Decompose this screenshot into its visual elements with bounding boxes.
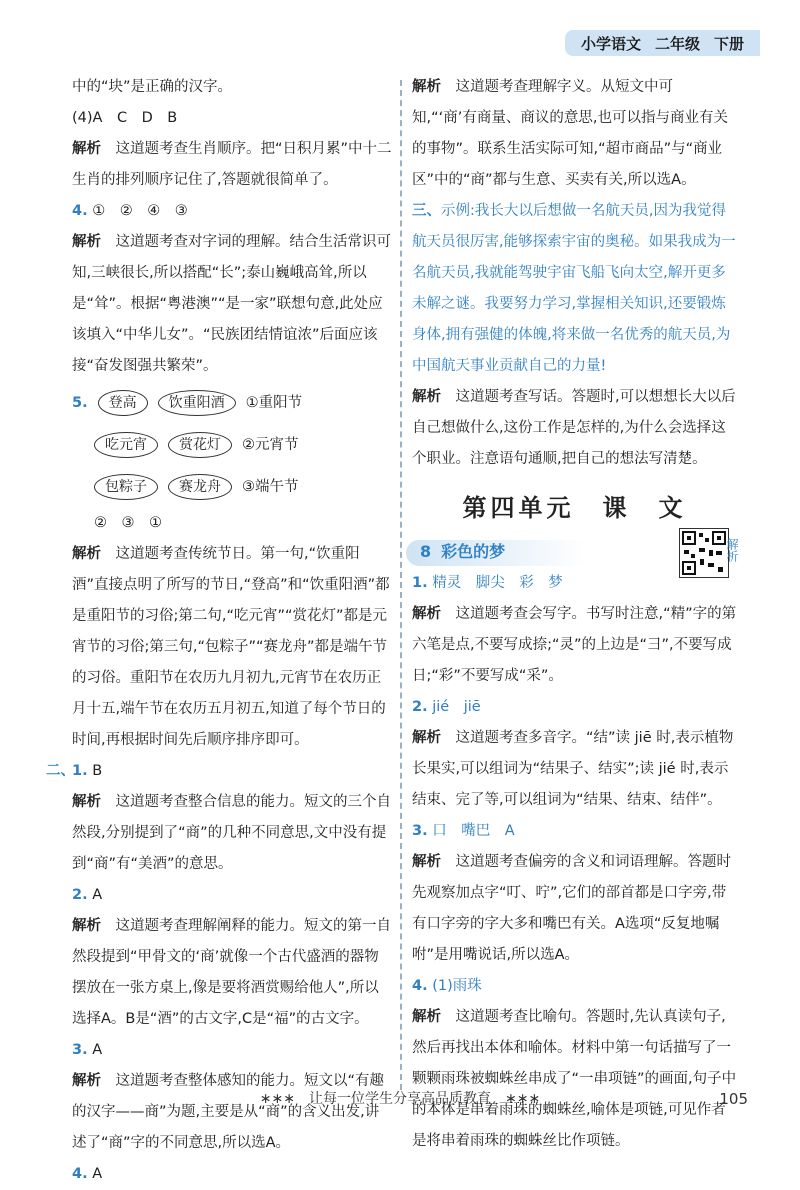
analysis-block	[412, 847, 737, 971]
analysis-label: 解析	[412, 606, 441, 622]
section-3-answer	[412, 196, 737, 382]
question-number: 3.	[72, 1042, 88, 1058]
unit-title: 第四单元 课 文	[462, 494, 687, 522]
left-column	[46, 72, 392, 1190]
question-number: 2.	[412, 699, 428, 715]
header-tab	[565, 30, 760, 56]
custom-oval: 登高	[98, 390, 148, 416]
question-number: 2.	[72, 887, 88, 903]
analysis-text: 这道题考查会写字。书写时注意,“精”字的第六笔是点,不要写成捺;“灵”的上边是“彐”,不要写成日;“彩”不要写成“采”。	[412, 606, 737, 684]
festival-label: ①重阳节	[245, 394, 303, 411]
custom-oval: 赏花灯	[168, 432, 232, 458]
analysis-text: 这道题考查写话。答题时,可以想想长大以后自己想做什么,这份工作是怎样的,为什么会选择这个职业。注意语句通顺,把自己的想法写清楚。	[412, 389, 736, 467]
question-number: 1.	[72, 763, 88, 779]
sample-answer: 示例:我长大以后想做一名航天员,因为我觉得航天员很厉害,能够探索宇宙的奥秘。如果我成为一名航天员,我就能驾驶宇宙飞船飞向太空,解开更多未解之谜。我要努力学习,掌握相关知识,还要锻炼身体,拥有强健的体魄,将来做一名优秀的航天员,为中国航天事业贡献自己的力量!	[412, 203, 736, 374]
section-2-q4	[72, 1159, 392, 1190]
festival-row	[72, 382, 392, 424]
analysis-text: 这道题考查对字词的理解。结合生活常识可知,三峡很长,所以搭配“长”;泰山巍峨高耸,所以是“耸”。根据“粤港澳”“是一家”联想句意,此处应该填入“中华儿女”。“民族团结情谊浓”后面应该接“奋发图强共繁荣”。	[72, 234, 391, 374]
analysis-label: 解析	[412, 389, 441, 405]
analysis-block	[72, 539, 392, 756]
question-number: 5.	[72, 394, 88, 411]
analysis-block	[412, 723, 737, 816]
analysis-label: 解析	[72, 794, 101, 810]
answer: B	[92, 763, 103, 779]
question-4	[72, 196, 392, 227]
analysis-block	[412, 1002, 737, 1157]
left-line-1: 中的“块”是正确的汉字。	[72, 79, 233, 95]
answer: jié jiē	[432, 699, 481, 715]
analysis-text: 这道题考查比喻句。答题时,先认真读句子,然后再找出本体和喻体。材料中第一句话描写了一颗颗雨珠被蜘蛛丝串成了“一串项链”的画面,句子中的本体是串着雨珠的蜘蛛丝,喻体是项链,可见作者是将串着雨珠的蜘蛛丝比作项链。	[412, 1009, 737, 1149]
festival-row	[72, 466, 392, 508]
section-number: 二、	[46, 763, 75, 779]
analysis-text: 这道题考查理解字义。从短文中可知,“‘商’有商量、商议的意思,也可以指与商业有关的事物”。联系生活实际可知,“超市商品”与“商业区”中的“商”都与生意、买卖有关,所以选A。	[412, 79, 728, 188]
right-column	[412, 72, 737, 1157]
lesson-title: 彩色的梦	[441, 541, 506, 561]
analysis-text: 这道题考查理解阐释的能力。短文的第一自然段提到“甲骨文的‘商’就像一个古代盛酒的器物摆放在一张方桌上,像是要将酒赏赐给他人”,所以选择A。B是“酒”的古文字,C是“福”的古文字。	[72, 918, 391, 1027]
analysis-text: 这道题考查多音字。“结”读 jiē 时,表示植物长果实,可以组词为“结果子、结实”;读 jié 时,表示结束、完了等,可以组词为“结果、结束、结伴”。	[412, 730, 734, 808]
answer: A	[92, 887, 103, 903]
analysis-block	[412, 72, 737, 196]
answer: ② ③ ①	[94, 515, 162, 531]
answer: ① ② ④ ③	[92, 203, 188, 219]
header-term: 下册	[713, 34, 744, 53]
analysis-label: 解析	[72, 918, 101, 934]
qr-label: 解析	[725, 538, 739, 562]
analysis-block	[412, 599, 737, 692]
analysis-label: 解析	[412, 854, 441, 870]
analysis-label: 解析	[72, 1073, 101, 1089]
section-2-q2	[72, 880, 392, 911]
answer: A	[92, 1042, 103, 1058]
question-number: 4.	[72, 203, 88, 219]
question-2	[412, 692, 737, 723]
analysis-text: 这道题考查整体感知的能力。短文以“有趣的汉字——商”为题,主要是从“商”的含义出发,讲述了“商”字的不同意思,所以选A。	[72, 1073, 385, 1151]
festival-row	[72, 424, 392, 466]
header-grade: 二年级	[654, 34, 700, 53]
custom-oval: 赛龙舟	[168, 474, 232, 500]
question-number: 4.	[72, 1166, 88, 1182]
analysis-text: 这道题考查传统节日。第一句,“饮重阳酒”直接点明了所写的节日,“登高”和“饮重阳酒”都是重阳节的习俗;第二句,“吃元宵”“赏花灯”都是元宵节的习俗;第三句,“包粽子”“赛龙舟”都是端午节的习俗。重阳节在农历九月初九,元宵节在农历正月十五,端午节在农历五月初五,知道了每个节日的时间,再根据时间先后顺序排序即可。	[72, 546, 390, 748]
analysis-text: 这道题考查生肖顺序。把“日积月累”中十二生肖的排列顺序记住了,答题就很简单了。	[72, 141, 392, 188]
answer: 口 嘴巴 A	[432, 823, 515, 839]
left-line-2: (4)A C D B	[72, 110, 178, 126]
section-2-q3	[72, 1035, 392, 1066]
analysis-label: 解析	[412, 1009, 441, 1025]
question-number: 4.	[412, 978, 428, 994]
footer-slogan: ∗∗∗ 让每一位学生分享高品质教育 ∗∗∗	[259, 1091, 541, 1107]
custom-oval: 饮重阳酒	[158, 390, 236, 416]
header-subject: 小学语文	[580, 34, 641, 53]
analysis-label: 解析	[72, 546, 101, 562]
question-5	[72, 382, 392, 539]
analysis-text: 这道题考查整合信息的能力。短文的三个自然段,分别提到了“商”的几种不同意思,文中没有提到“商”有“美酒”的意思。	[72, 794, 391, 872]
question-number: 3.	[412, 823, 428, 839]
question-3	[412, 816, 737, 847]
analysis-label: 解析	[72, 141, 101, 157]
section-2-q1	[46, 756, 392, 787]
custom-oval: 吃元宵	[94, 432, 158, 458]
analysis-label: 解析	[412, 79, 441, 95]
festival-label: ③端午节	[242, 478, 299, 495]
analysis-label: 解析	[412, 730, 441, 746]
analysis-block	[72, 1066, 392, 1159]
analysis-block	[412, 382, 737, 475]
custom-oval: 包粽子	[94, 474, 158, 500]
answer: A	[92, 1166, 103, 1182]
analysis-block	[72, 227, 392, 382]
festival-label: ②元宵节	[242, 436, 299, 453]
answer: 精灵 脚尖 彩 梦	[432, 575, 563, 591]
answer: (1)雨珠	[432, 978, 482, 994]
analysis-block	[72, 911, 392, 1035]
question-4	[412, 971, 737, 1002]
lesson-number: 8	[420, 541, 432, 561]
analysis-block	[72, 787, 392, 880]
column-divider	[400, 80, 402, 1090]
lesson-header	[406, 534, 737, 568]
analysis-text: 这道题考查偏旁的含义和词语理解。答题时先观察加点字“叮、咛”,它们的部首都是口字旁,带有口字旁的字大多和嘴巴有关。A选项“反复地嘱咐”是用嘴说话,所以选A。	[412, 854, 731, 963]
page-number: 105	[719, 1090, 748, 1108]
section-number: 三、	[412, 203, 441, 219]
analysis-block	[72, 134, 392, 196]
analysis-label: 解析	[72, 234, 101, 250]
question-number: 1.	[412, 575, 428, 591]
